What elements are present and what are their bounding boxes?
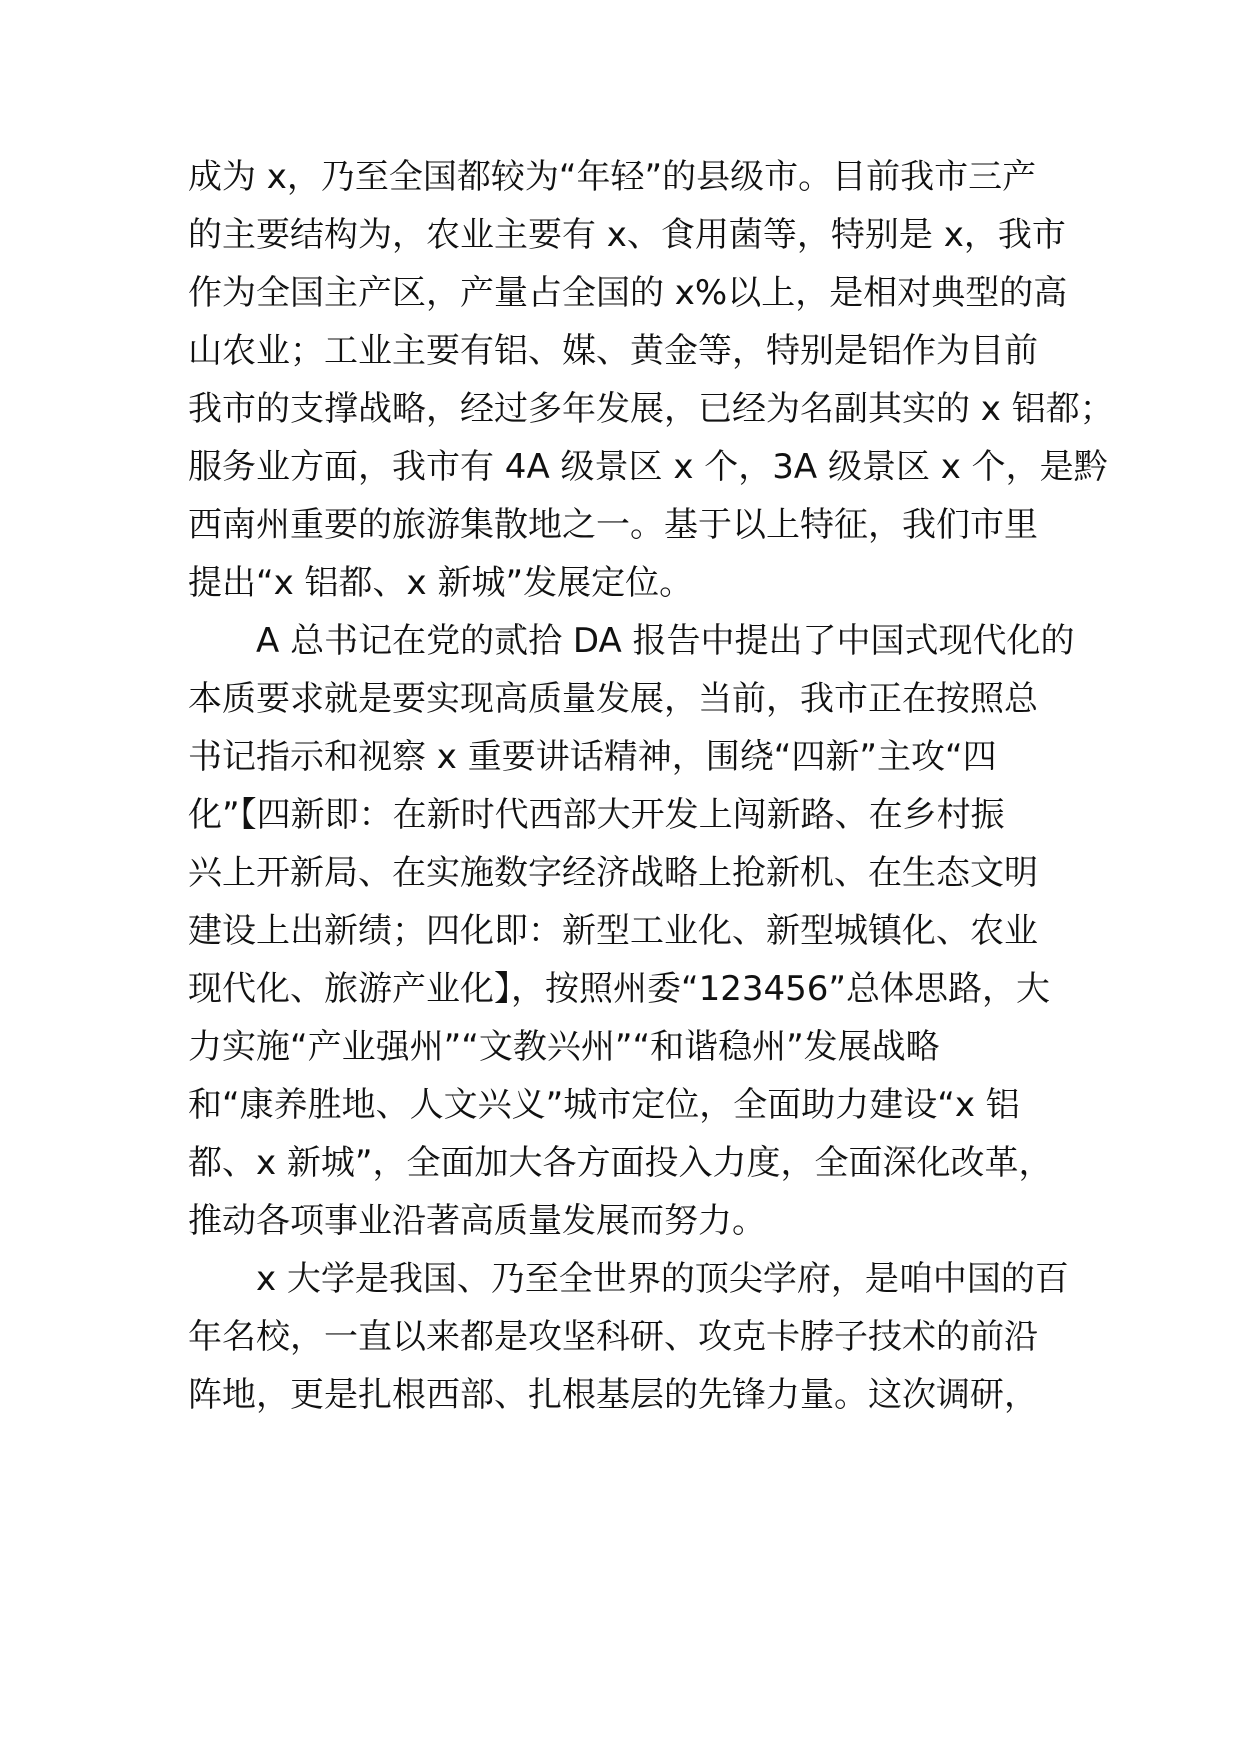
text-line-1: 成为 x，乃至全国都较为“年轻”的县级市。目前我市三产 [188,157,1037,197]
text-line-5: 我市的支撑战略，经过多年发展，已经为名副其实的 x 铝都； [188,389,1114,429]
text-line-17: 和“康养胜地、人文兴义”城市定位，全面助力建设“x 铝 [188,1085,1020,1125]
text-line-18: 都、x 新城”，全面加大各方面投入力度，全面深化改革， [188,1143,1053,1183]
text-line-8: 提出“x 铝都、x 新城”发展定位。 [188,563,694,603]
text-line-16: 力实施“产业强州”“文教兴州”“和谐稳州”发展战略 [188,1027,940,1067]
text-line-6: 服务业方面，我市有 4A 级景区 x 个，3A 级景区 x 个，是黔 [188,447,1108,487]
text-line-14: 建设上出新绩；四化即：新型工业化、新型城镇化、农业 [188,911,1038,951]
text-line-22: 阵地，更是扎根西部、扎根基层的先锋力量。这次调研， [188,1375,1038,1415]
text-line-21: 年名校，一直以来都是攻坚科研、攻克卡脖子技术的前沿 [188,1317,1038,1357]
text-line-2: 的主要结构为，农业主要有 x、食用菌等，特别是 x，我市 [188,215,1066,255]
text-line-12: 化”【四新即：在新时代西部大开发上闯新路、在乡村振 [188,795,1005,835]
paragraph-3-first-line: x 大学是我国、乃至全世界的顶尖学府，是咱中国的百 [256,1259,1069,1299]
text-line-19: 推动各项事业沿著高质量发展而努力。 [188,1201,766,1241]
text-line-15: 现代化、旅游产业化】，按照州委“123456”总体思路，大 [188,969,1051,1009]
text-line-10: 本质要求就是要实现高质量发展，当前，我市正在按照总 [188,679,1038,719]
text-line-11: 书记指示和视察 x 重要讲话精神，围绕“四新”主攻“四 [188,737,997,777]
text-line-4: 山农业；工业主要有铝、媒、黄金等，特别是铝作为目前 [188,331,1038,371]
text-line-13: 兴上开新局、在实施数字经济战略上抢新机、在生态文明 [188,853,1038,893]
paragraph-2-first-line: A 总书记在党的贰拾 DA 报告中提出了中国式现代化的 [256,621,1075,661]
text-line-7: 西南州重要的旅游集散地之一。基于以上特征，我们市里 [188,505,1038,545]
text-line-3: 作为全国主产区，产量占全国的 x%以上，是相对典型的高 [188,273,1068,313]
